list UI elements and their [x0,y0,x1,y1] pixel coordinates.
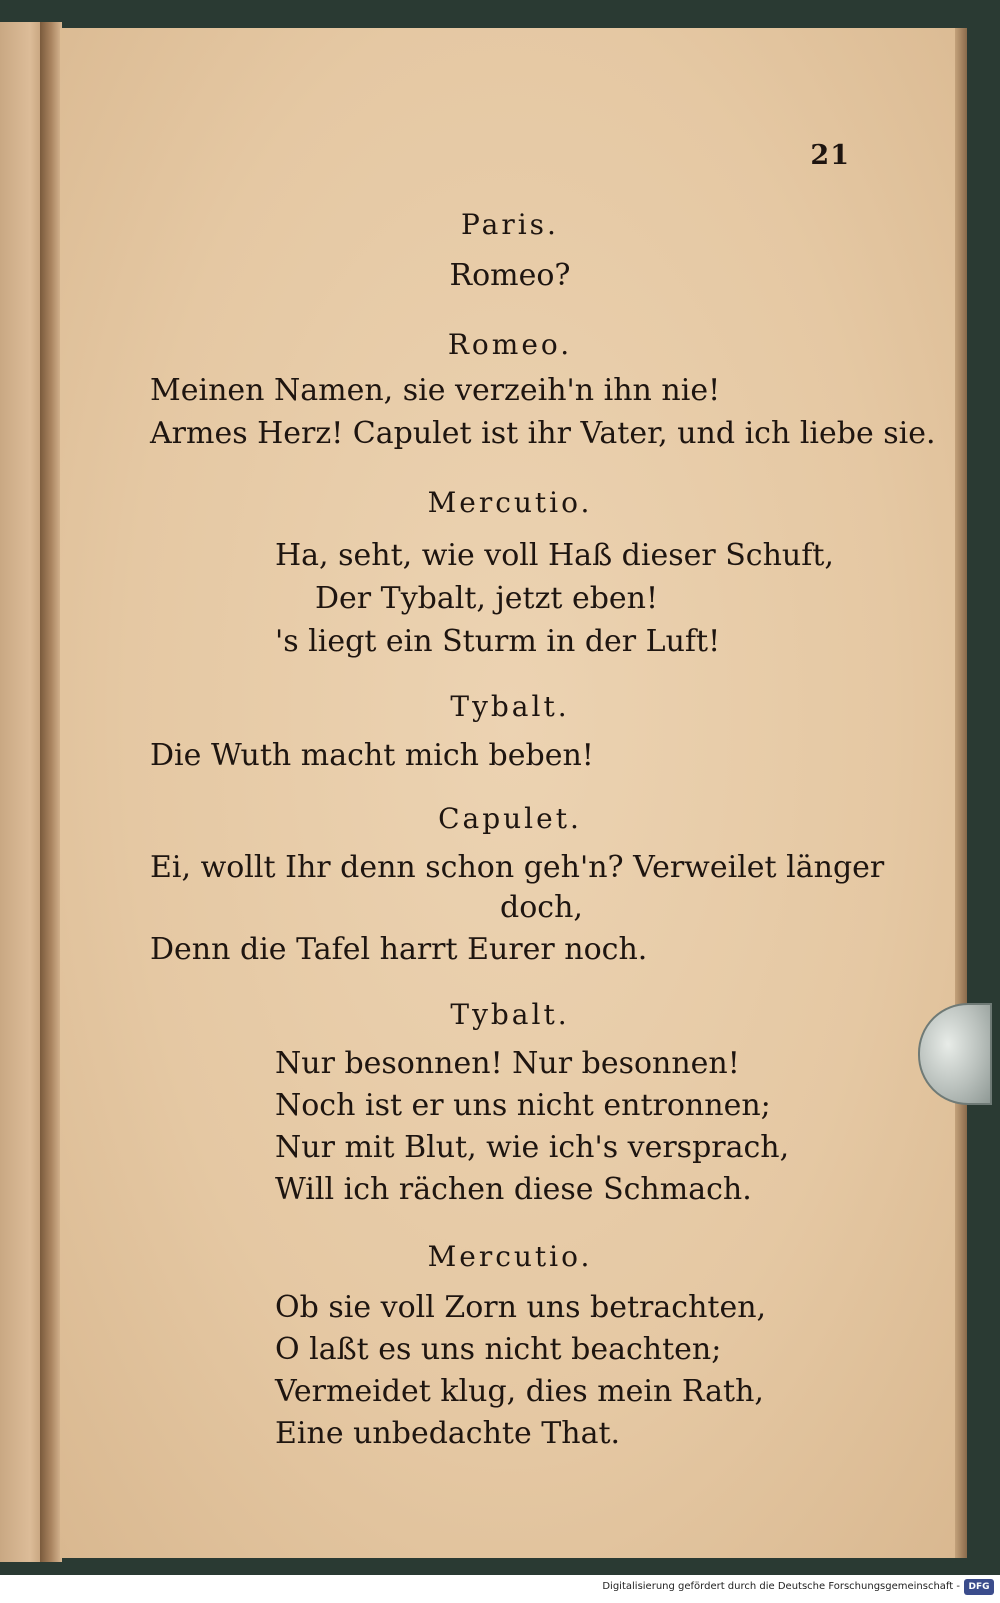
text-line: Ob sie voll Zorn uns betrachten, [275,1290,767,1325]
text-line: Armes Herz! Capulet ist ihr Vater, und ich liebe sie. [150,416,936,451]
text-line: Nur besonnen! Nur besonnen! [275,1046,740,1081]
speaker-tybalt: Tybalt. [450,998,570,1031]
speaker-romeo: Romeo. [447,328,573,361]
footer-credit: Digitalisierung gefördert durch die Deutsche Forschungsgemeinschaft - [602,1581,960,1592]
page-number: 21 [810,140,850,171]
text-line: Will ich rächen diese Schmach. [275,1172,752,1207]
footer-bar [0,1575,1000,1603]
dfg-logo-icon: DFG [964,1579,994,1595]
speaker-paris: Paris. [461,208,559,241]
text-line: Eine unbedachte That. [275,1416,621,1451]
text-line: Ha, seht, wie voll Haß dieser Schuft, [275,538,834,573]
text-line: 's liegt ein Sturm in der Luft! [275,624,721,659]
speaker-mercutio: Mercutio. [427,486,593,519]
text-line: Der Tybalt, jetzt eben! [315,581,659,616]
text-line: Ei, wollt Ihr denn schon geh'n? Verweilet länger [150,850,885,885]
text-line: Noch ist er uns nicht entronnen; [275,1088,771,1123]
text-line: O laßt es uns nicht beachten; [275,1332,722,1367]
text-line: Meinen Namen, sie verzeih'n ihn nie! [150,373,721,408]
text-line: Denn die Tafel harrt Eurer noch. [150,932,648,967]
text-line: Romeo? [449,258,571,293]
book-page [60,28,960,1558]
speaker-mercutio: Mercutio. [427,1240,593,1273]
speaker-tybalt: Tybalt. [450,690,570,723]
speaker-capulet: Capulet. [438,802,582,835]
book-gutter [40,22,62,1562]
text-line: Nur mit Blut, wie ich's versprach, [275,1130,790,1165]
text-line: Vermeidet klug, dies mein Rath, [275,1374,764,1409]
page-edge [955,28,967,1558]
text-line: Die Wuth macht mich beben! [150,738,594,773]
text-line: doch, [500,890,583,925]
